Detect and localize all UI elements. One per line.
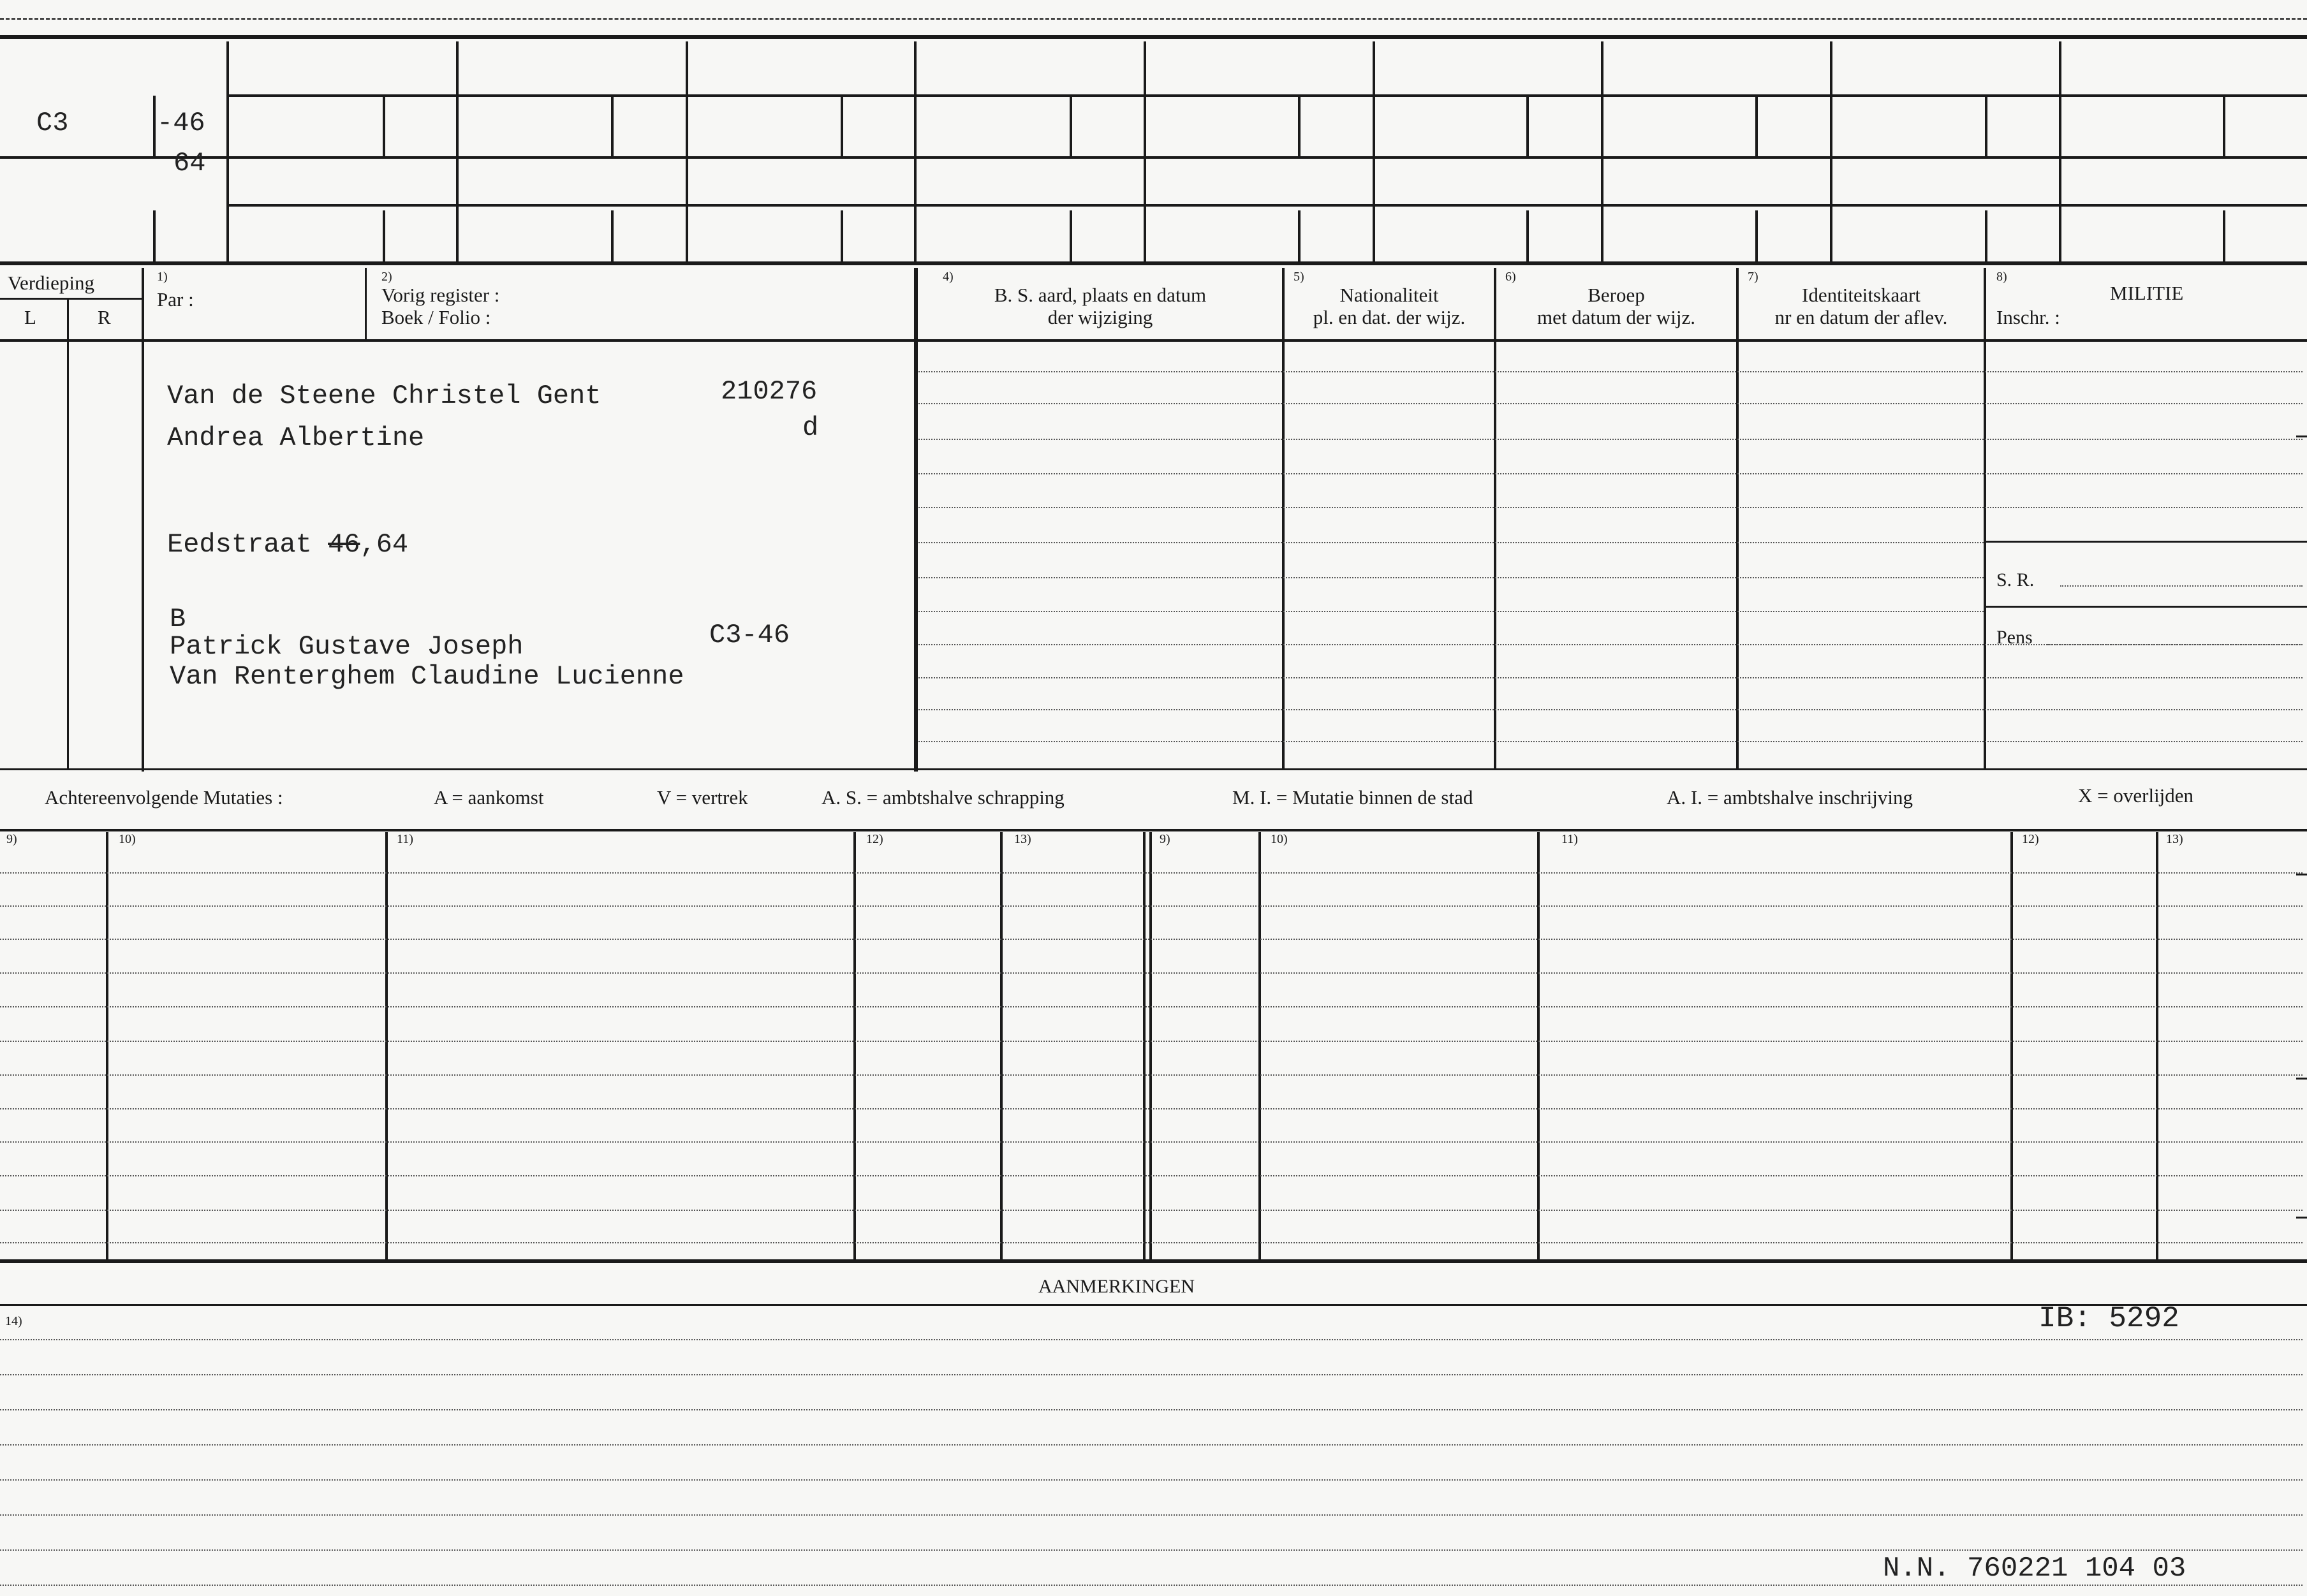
mut-right-col-10: 10) (1271, 832, 1288, 846)
col4-number: 4) (943, 270, 954, 284)
grid-line (2223, 210, 2225, 261)
col6-label-line2: met datum der wijz. (1537, 306, 1695, 328)
grid-line (1000, 832, 1003, 1259)
dotted-line (0, 872, 2303, 874)
dotted-line (918, 709, 2303, 710)
col4-label-line1: B. S. aard, plaats en datum (994, 284, 1207, 306)
col2-number: 2) (381, 270, 392, 284)
dotted-line (2060, 585, 2303, 587)
grid-line (2156, 832, 2158, 1259)
dotted-line (918, 507, 2303, 508)
remarks-number: 14) (5, 1314, 22, 1328)
col2-label-line2: Boek / Folio : (381, 306, 491, 328)
father-name: Patrick Gustave Joseph (170, 631, 524, 662)
grid-line (853, 832, 856, 1259)
grid-line (1070, 210, 1072, 261)
grid-line (383, 210, 385, 261)
verdieping-label: Verdieping (8, 272, 95, 294)
dotted-line (918, 403, 2303, 404)
col5-number: 5) (1294, 270, 1304, 284)
grid-line (0, 339, 2307, 342)
grid-line (1985, 96, 1987, 156)
mut-left-col-11: 11) (397, 832, 413, 846)
col5-label-line1: Nationaliteit (1339, 284, 1439, 306)
grid-line (0, 768, 2307, 770)
dotted-line (0, 1549, 2303, 1551)
grid-line (914, 41, 917, 263)
top-grid-code: C3 (36, 108, 69, 138)
grid-line (1144, 41, 1146, 263)
grid-line (383, 96, 385, 156)
dotted-line (918, 371, 2303, 372)
grid-line (1298, 96, 1301, 156)
dotted-line (0, 1444, 2303, 1446)
grid-line (153, 210, 156, 261)
person-name-line1: Van de Steene Christel Gent (167, 381, 601, 411)
grid-line (1070, 96, 1072, 156)
edge-tick (2296, 1217, 2307, 1219)
grid-line (153, 108, 155, 152)
dotted-line (0, 1108, 2303, 1109)
grid-line (1537, 832, 1540, 1259)
address-code: C3-46 (709, 620, 790, 650)
remarks-title: AANMERKINGEN (1038, 1276, 1195, 1297)
grid-line (0, 261, 2307, 265)
dotted-line (918, 473, 2303, 474)
grid-line (841, 96, 843, 156)
grid-line (1601, 41, 1603, 263)
grid-line (611, 96, 614, 156)
grid-line (0, 35, 2307, 39)
dotted-line (0, 1479, 2303, 1481)
edge-tick (2296, 436, 2307, 437)
grid-line (841, 210, 843, 261)
col8-label: Inschr. : (1996, 306, 2060, 328)
col7-label-line1: Identiteitskaart (1802, 284, 1920, 306)
grid-line (226, 41, 229, 263)
dotted-line (0, 1514, 2303, 1516)
grid-line (1736, 268, 1739, 768)
col7-label-line2: nr en datum der aflev. (1774, 306, 1948, 328)
mut-right-col-13: 13) (2166, 832, 2183, 846)
street-address (167, 531, 408, 558)
street-new-number: ,64 (360, 529, 409, 560)
col7-number: 7) (1748, 270, 1758, 284)
col6-number: 6) (1505, 270, 1516, 284)
dotted-line (0, 1585, 2303, 1586)
grid-line (142, 268, 144, 772)
legend-ai: A. I. = ambtshalve inschrijving (1667, 786, 1913, 809)
relation-mark: B (170, 604, 186, 634)
grid-line (2223, 96, 2225, 156)
grid-line (1282, 268, 1285, 768)
col4-label-line2: der wijziging (1047, 306, 1153, 328)
grid-line (2010, 832, 2013, 1259)
top-grid-number: -46 (157, 108, 205, 138)
edge-tick (2296, 874, 2307, 875)
sr-label: S. R. (1996, 569, 2035, 590)
mut-left-col-12: 12) (866, 832, 883, 846)
grid-line (385, 832, 388, 1259)
grid-line (226, 94, 2307, 97)
pens-label: Pens (1996, 627, 2033, 648)
street-old-number: 46 (328, 529, 360, 560)
ib-number: IB: 5292 (2038, 1302, 2179, 1335)
grid-line (2059, 41, 2061, 263)
grid-line (686, 41, 688, 263)
legend-mi: M. I. = Mutatie binnen de stad (1232, 786, 1473, 809)
verdieping-r-label: R (98, 306, 111, 328)
grid-line (67, 298, 69, 770)
dotted-line (0, 939, 2303, 940)
dotted-line (0, 1374, 2303, 1375)
col2-label-line1: Vorig register : (381, 284, 500, 306)
birth-date-mark: d (802, 413, 819, 443)
grid-line (1526, 210, 1529, 261)
mut-left-col-9: 9) (6, 832, 17, 846)
legend-x: X = overlijden (2078, 784, 2194, 807)
dotted-line (918, 741, 2303, 742)
mut-right-col-12: 12) (2022, 832, 2039, 846)
legend-a: A = aankomst (434, 786, 544, 809)
verdieping-l-label: L (24, 306, 36, 328)
grid-line (611, 210, 614, 261)
grid-line (1755, 96, 1758, 156)
dotted-line (2047, 644, 2303, 645)
grid-line (1373, 41, 1375, 263)
street-name: Eedstraat (167, 529, 312, 560)
grid-line (0, 829, 2307, 831)
col1-label: Par : (157, 288, 194, 311)
grid-line (1258, 832, 1261, 1259)
edge-tick (2296, 1078, 2307, 1080)
top-edge-dashes (0, 18, 2307, 20)
grid-line (0, 156, 2307, 159)
dotted-line (918, 611, 1984, 612)
grid-line (1984, 541, 2307, 543)
national-number: N.N. 760221 104 03 (1883, 1553, 2186, 1585)
dotted-line (0, 1041, 2303, 1042)
mut-right-col-11: 11) (1561, 832, 1578, 846)
grid-line (1298, 210, 1301, 261)
dotted-line (0, 1141, 2303, 1143)
birth-date: 210276 (721, 376, 818, 407)
grid-line (0, 298, 142, 300)
col8-number: 8) (1996, 270, 2007, 284)
grid-line (1149, 832, 1152, 1259)
dotted-line (0, 1006, 2303, 1007)
dotted-line (0, 905, 2303, 907)
grid-line (1830, 41, 1832, 263)
dotted-line (0, 1210, 2303, 1211)
dotted-line (918, 439, 2303, 440)
dotted-line (918, 677, 2303, 678)
grid-line (0, 1304, 2307, 1306)
dotted-line (0, 972, 2303, 974)
grid-line (1755, 210, 1758, 261)
grid-line (1984, 268, 1986, 768)
mut-left-col-13: 13) (1014, 832, 1031, 846)
grid-line (914, 268, 918, 772)
dotted-line (0, 1074, 2303, 1076)
grid-line (1985, 210, 1987, 261)
col5-label-line2: pl. en dat. der wijz. (1313, 306, 1466, 328)
dotted-line (918, 577, 1984, 578)
col6-label-line1: Beroep (1588, 284, 1645, 306)
grid-line (1143, 832, 1146, 1259)
grid-line (456, 41, 459, 263)
dotted-line (0, 1242, 2303, 1243)
grid-line (1526, 96, 1529, 156)
top-grid-number-2: 64 (173, 148, 206, 179)
legend-title: Achtereenvolgende Mutaties : (45, 786, 283, 809)
dotted-line (0, 1409, 2303, 1410)
grid-line (106, 832, 108, 1259)
dotted-line (0, 1339, 2303, 1340)
dotted-line (918, 542, 1984, 543)
person-name-line2: Andrea Albertine (167, 423, 425, 453)
mut-left-col-10: 10) (119, 832, 136, 846)
legend-v: V = vertrek (657, 786, 748, 809)
mother-name: Van Renterghem Claudine Lucienne (170, 661, 684, 692)
grid-line (1984, 606, 2307, 608)
legend-as: A. S. = ambtshalve schrapping (822, 786, 1065, 809)
grid-line (0, 1259, 2307, 1263)
mut-right-col-9: 9) (1160, 832, 1170, 846)
dotted-line (0, 1175, 2303, 1176)
grid-line (226, 204, 2307, 207)
grid-line (1494, 268, 1496, 768)
col1-number: 1) (157, 270, 168, 284)
grid-line (365, 268, 367, 339)
col8-title: MILITIE (2110, 282, 2184, 304)
